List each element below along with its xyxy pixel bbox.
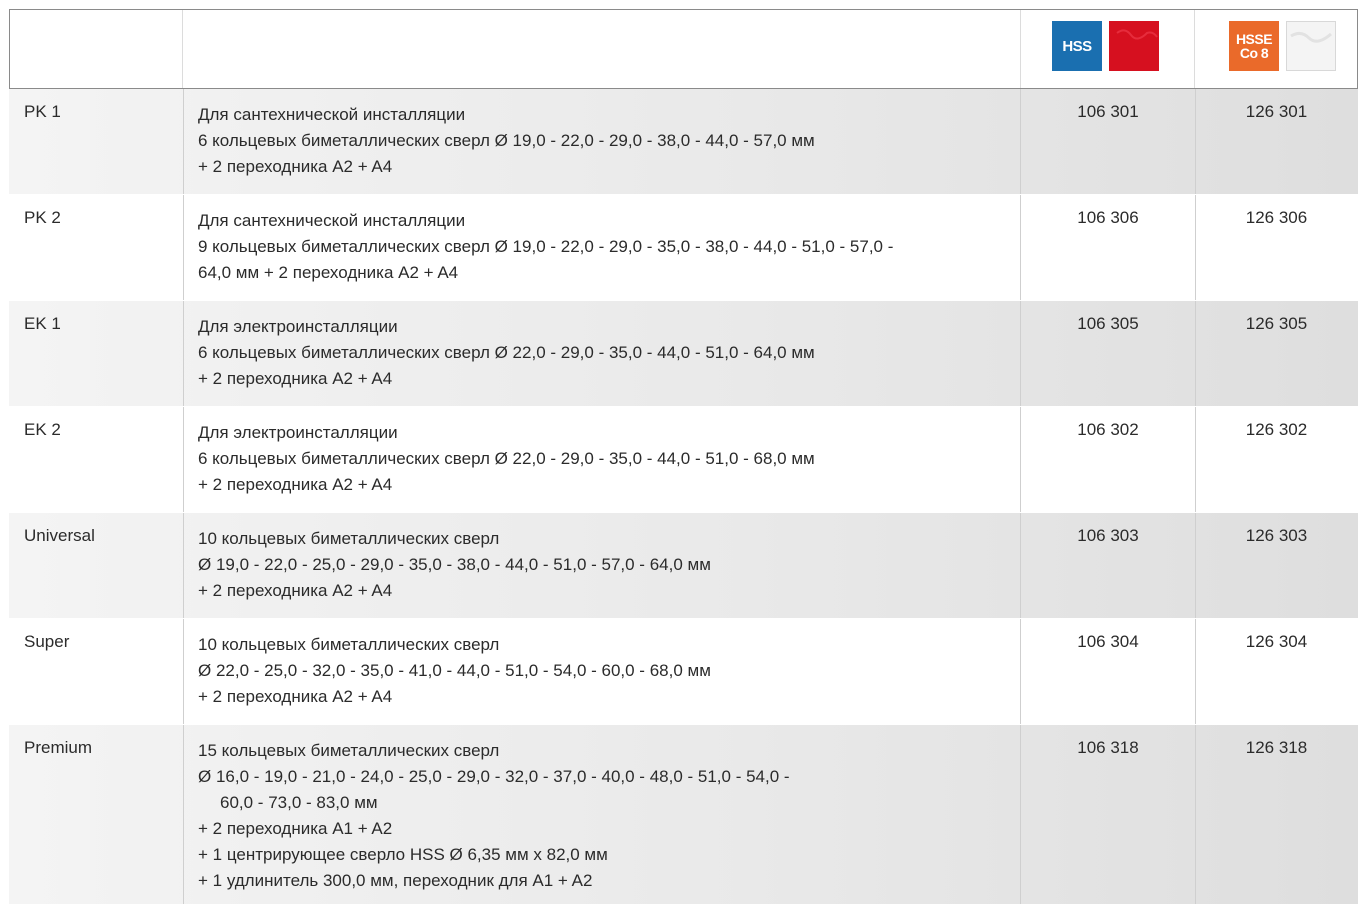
description-line: + 2 переходника A2 + A4 <box>198 475 393 494</box>
table-row <box>9 195 1358 301</box>
description-line: Для электроинсталляции <box>198 423 398 442</box>
table-row <box>9 619 1358 725</box>
white-swatch-texture <box>1287 22 1335 70</box>
hss-article-number: 106 306 <box>1077 208 1139 227</box>
set-description <box>198 632 1018 710</box>
hss-article-number: 106 305 <box>1077 314 1139 333</box>
hss-article-number: 106 304 <box>1077 632 1139 651</box>
set-description <box>198 738 1018 894</box>
table-row <box>9 301 1358 407</box>
header-divider <box>1020 10 1021 88</box>
hss-badge-label: HSS <box>1062 37 1092 55</box>
column-divider <box>183 619 184 724</box>
description-line: + 2 переходника A2 + A4 <box>198 581 393 600</box>
description-line: 15 кольцевых биметаллических сверл <box>198 741 500 760</box>
description-line: Для электроинсталляции <box>198 317 398 336</box>
hsse-article-number: 126 301 <box>1245 102 1308 121</box>
description-line: + 2 переходника A2 + A4 <box>198 687 393 706</box>
set-description <box>198 208 1018 286</box>
hsse-article-number: 126 306 <box>1245 208 1308 227</box>
hss-article-number: 106 302 <box>1077 420 1139 439</box>
column-divider <box>183 89 184 194</box>
hsse-article-number: 126 303 <box>1245 526 1308 545</box>
table-header <box>9 9 1358 89</box>
table-body <box>9 89 1358 905</box>
description-line: 60,0 - 73,0 - 83,0 мм <box>220 793 378 812</box>
set-name: Universal <box>24 526 95 545</box>
white-coating-swatch-icon <box>1286 21 1336 71</box>
set-description <box>198 102 1018 180</box>
hsse-co8-material-badge-icon <box>1229 21 1279 71</box>
table-row <box>9 89 1358 195</box>
product-table <box>9 9 1358 905</box>
set-description <box>198 526 1018 604</box>
description-line: 6 кольцевых биметаллических сверл Ø 22,0 - 29,0 - 35,0 - 44,0 - 51,0 - 68,0 мм <box>198 449 815 468</box>
description-line: 9 кольцевых биметаллических сверл Ø 19,0 - 22,0 - 29,0 - 35,0 - 38,0 - 44,0 - 51,0 - 57,0 - <box>198 237 894 256</box>
hss-article-number: 106 318 <box>1077 738 1139 757</box>
description-line: + 2 переходника A2 + A4 <box>198 157 393 176</box>
description-line: + 1 центрирующее сверло HSS Ø 6,35 мм x 82,0 мм <box>198 845 608 864</box>
description-line: + 1 удлинитель 300,0 мм, переходник для A1 + A2 <box>198 871 593 890</box>
table-row <box>9 407 1358 513</box>
column-divider <box>183 407 184 512</box>
header-divider <box>1194 10 1195 88</box>
red-swatch-texture <box>1109 21 1159 71</box>
description-line: 64,0 мм + 2 переходника A2 + A4 <box>198 263 459 282</box>
description-line: + 2 переходника A2 + A4 <box>198 369 393 388</box>
description-line: Ø 16,0 - 19,0 - 21,0 - 24,0 - 25,0 - 29,0 - 32,0 - 37,0 - 40,0 - 48,0 - 51,0 - 54,0 - <box>198 767 790 786</box>
hss-article-number: 106 303 <box>1077 526 1139 545</box>
set-name: EK 2 <box>24 420 61 439</box>
set-name: EK 1 <box>24 314 61 333</box>
description-line: 6 кольцевых биметаллических сверл Ø 22,0 - 29,0 - 35,0 - 44,0 - 51,0 - 64,0 мм <box>198 343 815 362</box>
set-description <box>198 420 1018 498</box>
column-divider <box>183 725 184 904</box>
description-line: Для сантехнической инсталляции <box>198 105 466 124</box>
hsse-article-number: 126 318 <box>1245 738 1308 757</box>
hsse-article-number: 126 304 <box>1245 632 1308 651</box>
set-name: PK 2 <box>24 208 61 227</box>
description-line: Ø 22,0 - 25,0 - 32,0 - 35,0 - 41,0 - 44,0 - 51,0 - 54,0 - 60,0 - 68,0 мм <box>198 661 711 680</box>
hss-material-badge-icon <box>1052 21 1102 71</box>
red-coating-swatch-icon <box>1109 21 1159 71</box>
description-line: 10 кольцевых биметаллических сверл <box>198 529 500 548</box>
column-divider <box>183 301 184 406</box>
hsse-article-number: 126 305 <box>1245 314 1308 333</box>
column-divider <box>183 195 184 300</box>
description-line: Ø 19,0 - 22,0 - 25,0 - 29,0 - 35,0 - 38,0 - 44,0 - 51,0 - 57,0 - 64,0 мм <box>198 555 711 574</box>
table-row <box>9 513 1358 619</box>
description-line: Для сантехнической инсталляции <box>198 211 466 230</box>
hsse-badge-line1: HSSE <box>1235 31 1273 47</box>
set-description <box>198 314 1018 392</box>
hsse-badge-line2: Co 8 <box>1239 45 1269 61</box>
header-divider <box>182 10 183 88</box>
description-line: 6 кольцевых биметаллических сверл Ø 19,0 - 22,0 - 29,0 - 38,0 - 44,0 - 57,0 мм <box>198 131 815 150</box>
table-row <box>9 725 1358 905</box>
column-divider <box>183 513 184 618</box>
description-line: 10 кольцевых биметаллических сверл <box>198 635 500 654</box>
set-name: Super <box>24 632 70 651</box>
hsse-article-number: 126 302 <box>1245 420 1308 439</box>
set-name: PK 1 <box>24 102 61 121</box>
hss-article-number: 106 301 <box>1077 102 1139 121</box>
description-line: + 2 переходника A1 + A2 <box>198 819 393 838</box>
set-name: Premium <box>24 738 93 757</box>
